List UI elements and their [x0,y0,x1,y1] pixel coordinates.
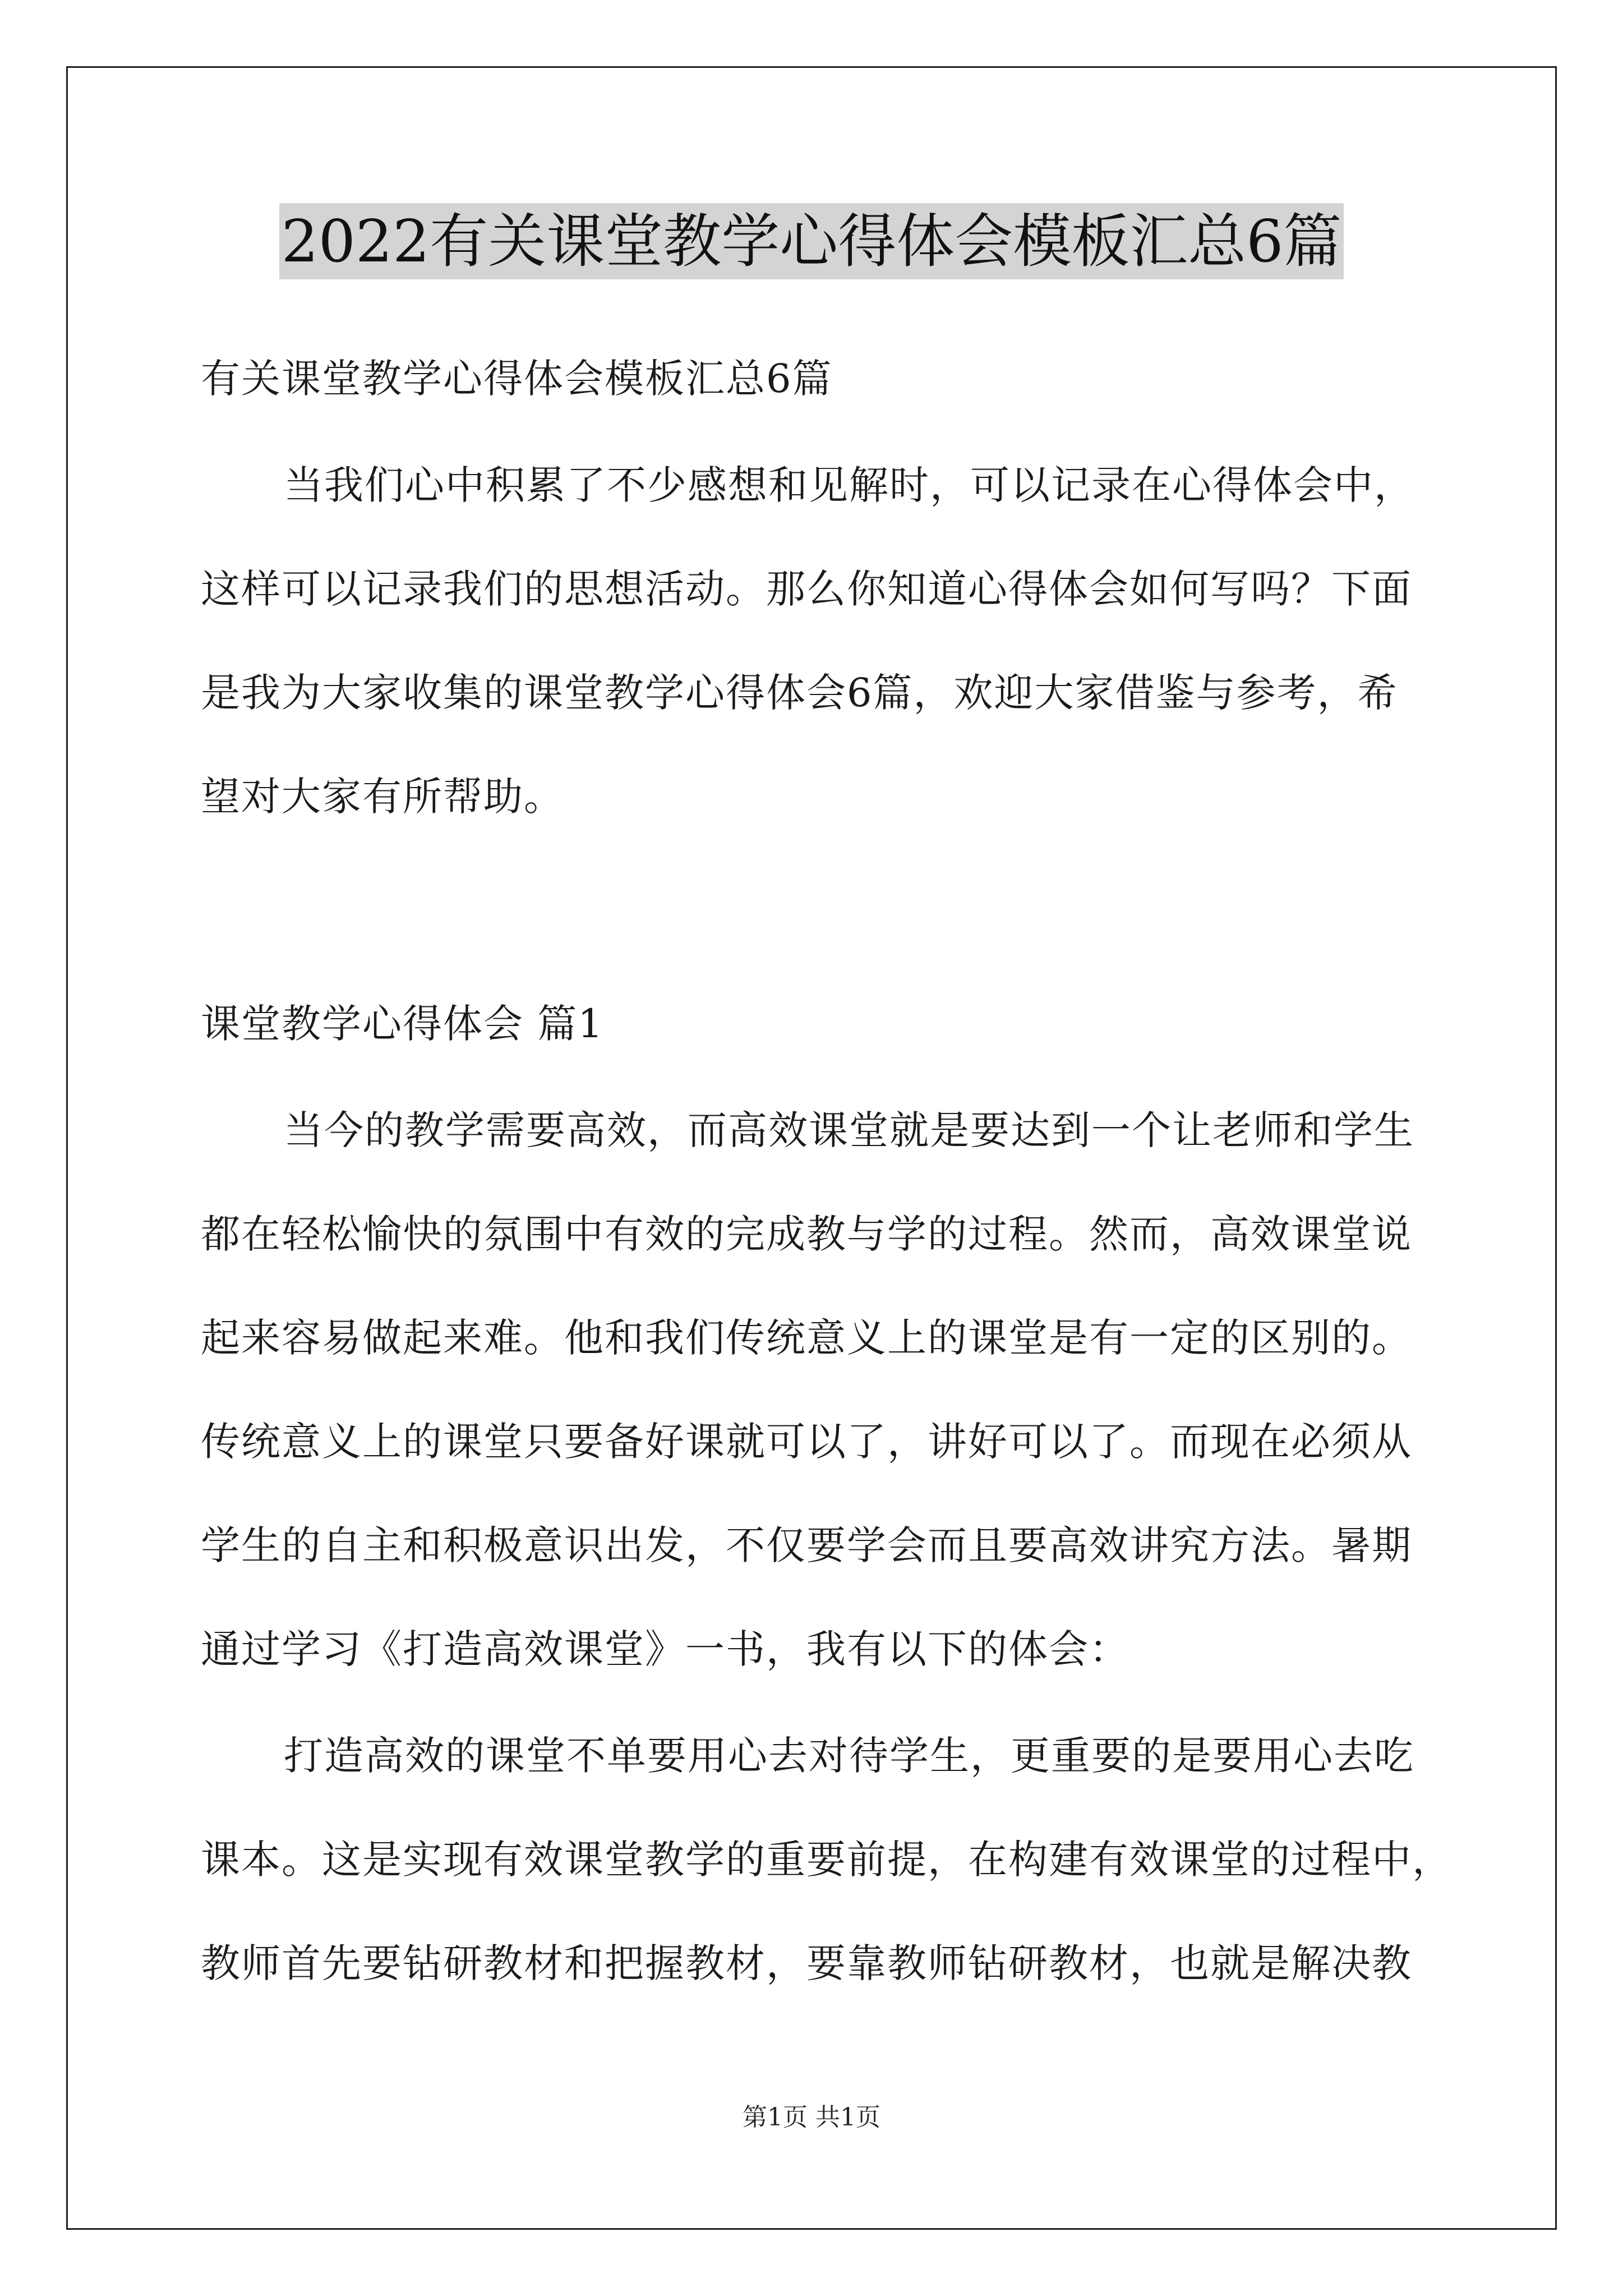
page-footer: 第1页 共1页 [743,2103,880,2132]
intro-line: 当我们心中积累了不少感想和见解时，可以记录在心得体会中， [284,462,1414,508]
paragraph-line: 起来容易做起来难。他和我们传统意义上的课堂是有一定的区别的。 [201,1315,1412,1361]
paragraph-line: 都在轻松愉快的氛围中有效的完成教与学的过程。然而，高效课堂说 [201,1211,1412,1257]
paragraph-line: 学生的自主和积极意识出发，不仅要学会而且要高效讲究方法。暑期 [201,1522,1412,1568]
intro-line: 是我为大家收集的课堂教学心得体会6篇，欢迎大家借鉴与参考，希 [201,670,1398,716]
paragraph-line: 当今的教学需要高效，而高效课堂就是要达到一个让老师和学生 [284,1107,1414,1153]
intro-line: 这样可以记录我们的思想活动。那么你知道心得体会如何写吗？下面 [201,566,1412,612]
title-container [0,203,1623,279]
document-title: 2022有关课堂教学心得体会模板汇总6篇 [279,203,1344,279]
paragraph-line: 传统意义上的课堂只要备好课就可以了，讲好可以了。而现在必须从 [201,1419,1412,1465]
paragraph-line: 打造高效的课堂不单要用心去对待学生，更重要的是要用心去吃 [284,1733,1414,1779]
intro-line: 望对大家有所帮助。 [201,774,564,820]
paragraph-line: 教师首先要钻研教材和把握教材，要靠教师钻研教材，也就是解决教 [201,1940,1412,1986]
section-heading: 课堂教学心得体会 篇1 [201,1001,604,1047]
paragraph-line: 课本。这是实现有效课堂教学的重要前提，在构建有效课堂的过程中， [201,1837,1453,1883]
paragraph-line: 通过学习《打造高效课堂》一书，我有以下的体会： [201,1626,1129,1672]
document-subtitle: 有关课堂教学心得体会模板汇总6篇 [201,356,833,402]
